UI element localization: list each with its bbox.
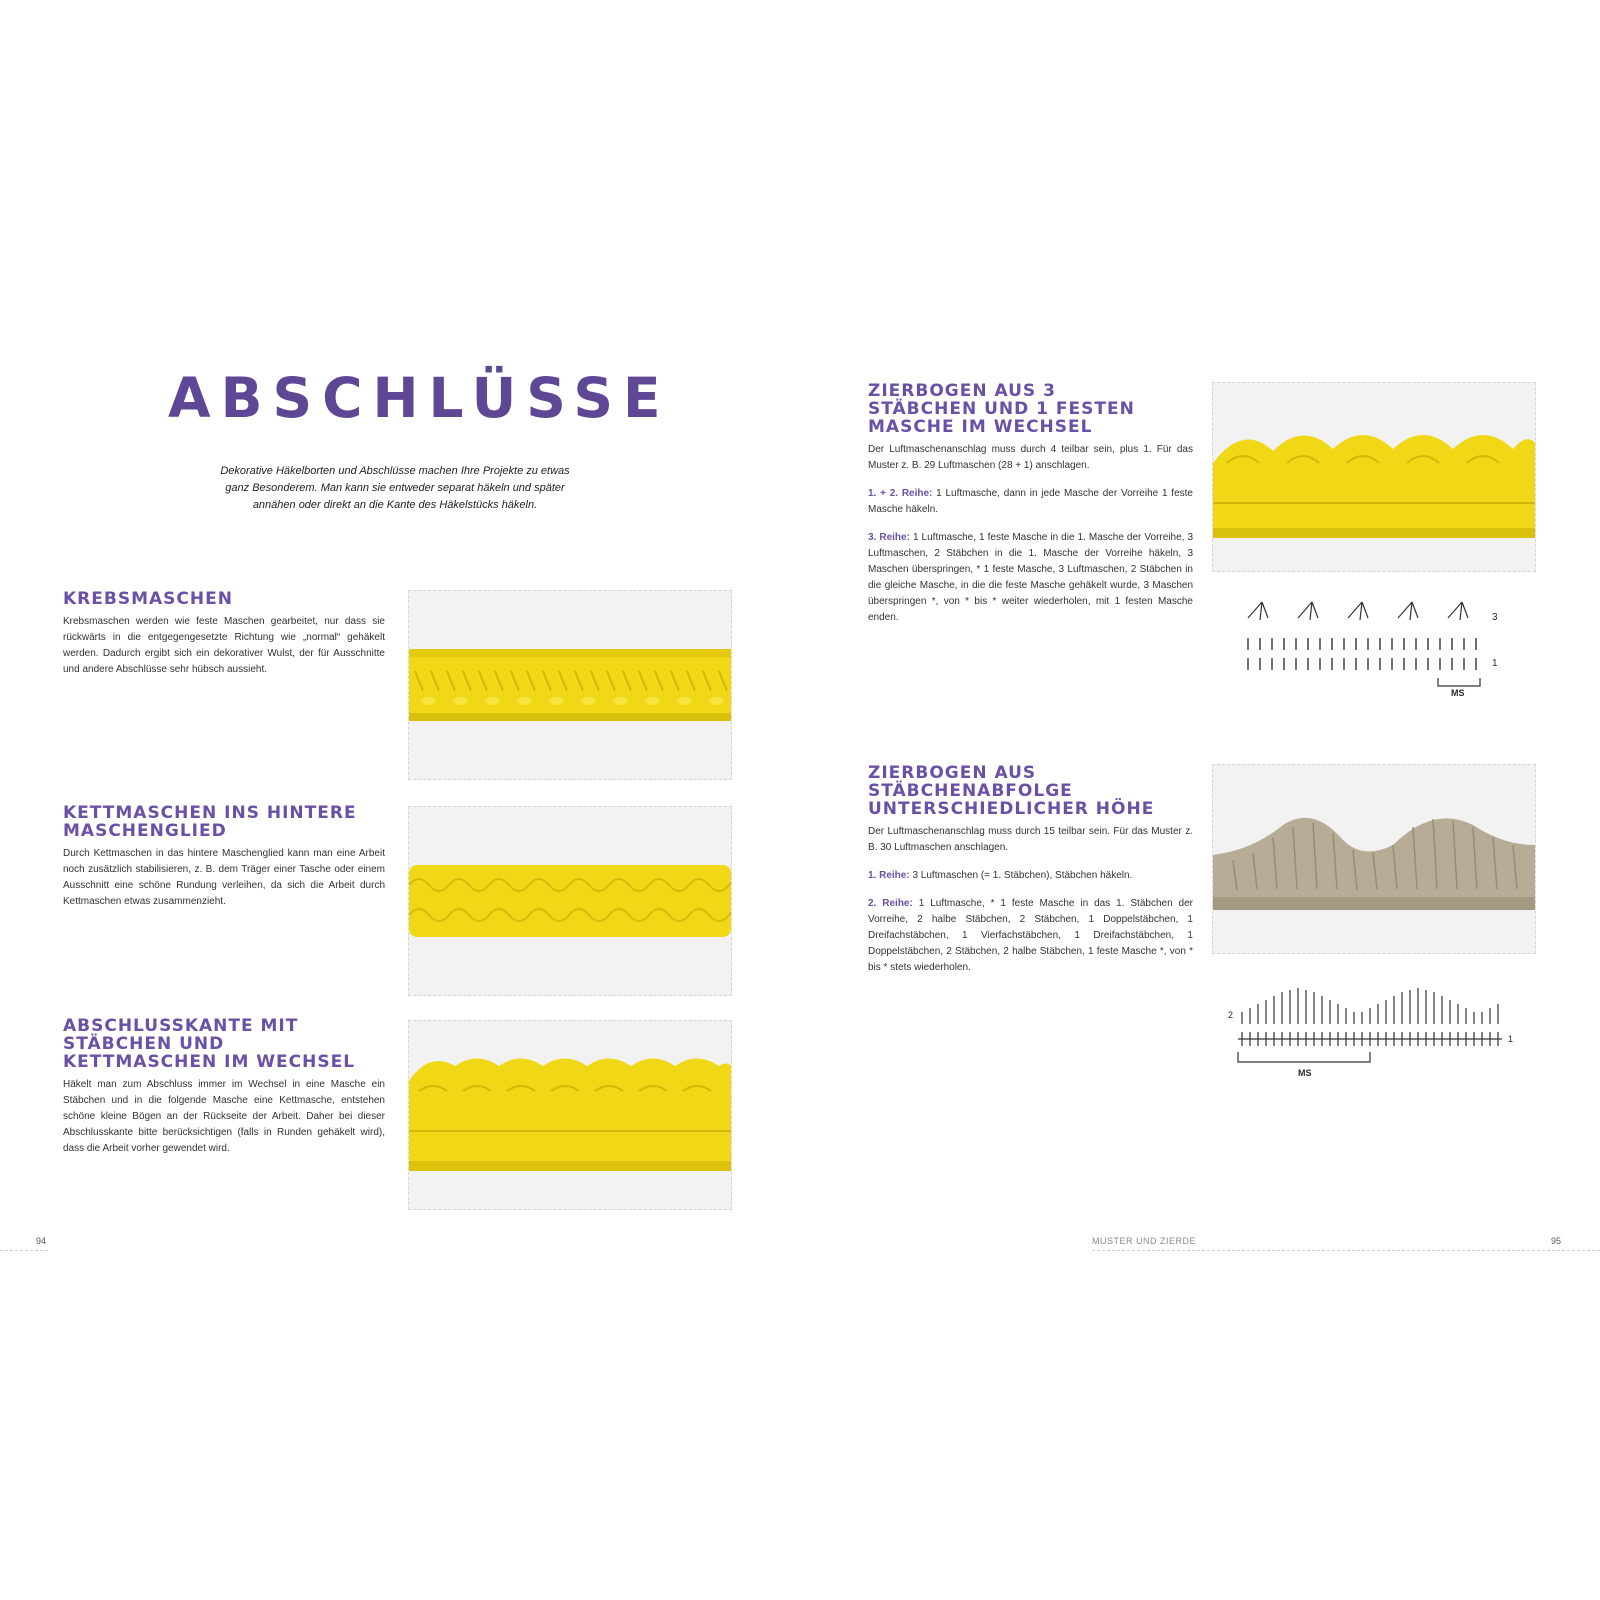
footer-rule-right [1092,1250,1600,1251]
repeat-label: MS [1298,1068,1312,1078]
paragraph: 1. Reihe: 3 Luftmaschen (= 1. Stäbchen), Stäbchen häkeln. [868,870,1133,881]
yarn-band-waves [1213,765,1535,953]
yarn-band-arches [1213,383,1535,571]
section-text: Durch Kettmaschen in das hintere Maschenglied kann man eine Arbeit noch zusätzlich stabilisieren, z. B. dem Träger einer Tasche oder einem Ausschnitt eine schöne Rundung verleihen, da sich die Arbeit durch Kettmaschen etwas zusammenzieht. [63,848,385,907]
yarn-band-chain [409,807,731,995]
row-label-bottom: 1 [1492,658,1498,669]
row-label-top: 3 [1492,612,1498,623]
paragraph: 1. + 2. Reihe: 1 Luftmasche, dann in jede Masche der Vorreihe 1 feste Masche häkeln. [868,488,1193,515]
section-heading: KETTMASCHEN INS HINTERE MASCHENGLIED [63,803,357,841]
section-abschlusskante [63,1017,385,1157]
section-heading: ZIERBOGEN AUS 3 STÄBCHEN UND 1 FESTEN MASCHE IM WECHSEL [868,381,1135,437]
repeat-label: MS [1451,688,1465,698]
section-heading: ZIERBOGEN AUS STÄBCHENABFOLGE UNTERSCHIEDLICHER HÖHE [868,763,1155,819]
paragraph: Der Luftmaschenanschlag muss durch 4 teilbar sein, plus 1. Für das Muster z. B. 29 Luftmaschen (28 + 1) anschlagen. [868,444,1193,471]
page-title: ABSCHLÜSSE [168,366,671,430]
paragraph: 3. Reihe: 1 Luftmasche, 1 feste Masche in die 1. Masche der Vorreihe, 3 Luftmaschen, 2 Stäbchen in die 1. Masche der Vorreihe häkeln, 3 Maschen überspringen, * 1 feste Masche, 3 Luftmaschen, 2 Stäbchen in die gleiche Masche, in die die feste Masche gehäkelt wurde, 3 Maschen überspringen *, von * bis * weiter wiederholen, mit 1 festen Masche enden. [868,532,1194,623]
photo-zierbogen-staebchenabfolge [1212,764,1536,954]
crochet-chart-2 [1228,982,1528,1087]
section-kettmaschen [63,804,385,910]
photo-zierbogen-3-staebchen [1212,382,1536,572]
section-zierbogen-3-staebchen [868,382,1193,638]
yarn-band-straight [409,591,731,779]
intro-text: Dekorative Häkelborten und Abschlüsse machen Ihre Projekte zu etwas ganz Besonderem. Man kann sie entweder separat häkeln und später annähen oder direkt an die Kante des Häkelstücks häkeln. [220,465,570,511]
running-head: MUSTER UND ZIERDE [1092,1236,1197,1246]
section-heading: ABSCHLUSSKANTE MIT STÄBCHEN UND KETTMASCHEN IM WECHSEL [63,1016,356,1072]
section-heading: KREBSMASCHEN [63,589,233,609]
page-number-right: 95 [1551,1236,1562,1246]
section-zierbogen-staebchenabfolge [868,764,1193,988]
row-label-bottom: 1 [1508,1034,1514,1044]
section-krebsmaschen [63,590,385,678]
paragraph: Der Luftmaschenanschlag muss durch 15 teilbar sein. Für das Muster z. B. 30 Luftmaschen anschlagen. [868,826,1193,853]
yarn-band-scallop [409,1021,731,1209]
crochet-chart-1 [1240,600,1520,710]
paragraph: 2. Reihe: 1 Luftmasche, * 1 feste Masche in das 1. Stäbchen der Vorreihe, 2 halbe Stäbchen, 2 Stäbchen, 1 Doppelstäbchen, 1 Dreifachstäbchen, 1 Vierfachstäbchen, 1 Dreifachstäbchen, 1 Doppelstäbchen, 2 Stäbchen, 2 halbe Stäbchen, 1 feste Masche *, von * bis * stets wiederholen. [868,898,1194,973]
stitch-symbols-1 [1240,600,1520,710]
section-text: Häkelt man zum Abschluss immer im Wechsel in eine Masche ein Stäbchen und in die folgende Masche eine Kettmasche, entstehen schöne kleine Bögen an der Rückseite der Arbeit. Daher bei dieser Abschlusskante bitte berücksichtigen (falls in Runden gehäkelt wird), dass die Arbeit vorher gewendet wird. [63,1079,385,1154]
footer-rule-left [0,1250,48,1251]
stitch-symbols-2 [1228,982,1528,1087]
photo-krebsmaschen [408,590,732,780]
photo-kettmaschen [408,806,732,996]
row-label-top: 2 [1228,1010,1234,1020]
photo-abschlusskante [408,1020,732,1210]
section-text: Krebsmaschen werden wie feste Maschen gearbeitet, nur dass sie rückwärts in die entgegengesetzte Richtung wie „normal“ gehäkelt werden. Dadurch ergibt sich ein dekorativer Wulst, der für Ausschnitte und andere Abschlüsse sehr hübsch aussieht. [63,616,385,675]
page-number-left: 94 [36,1236,47,1246]
